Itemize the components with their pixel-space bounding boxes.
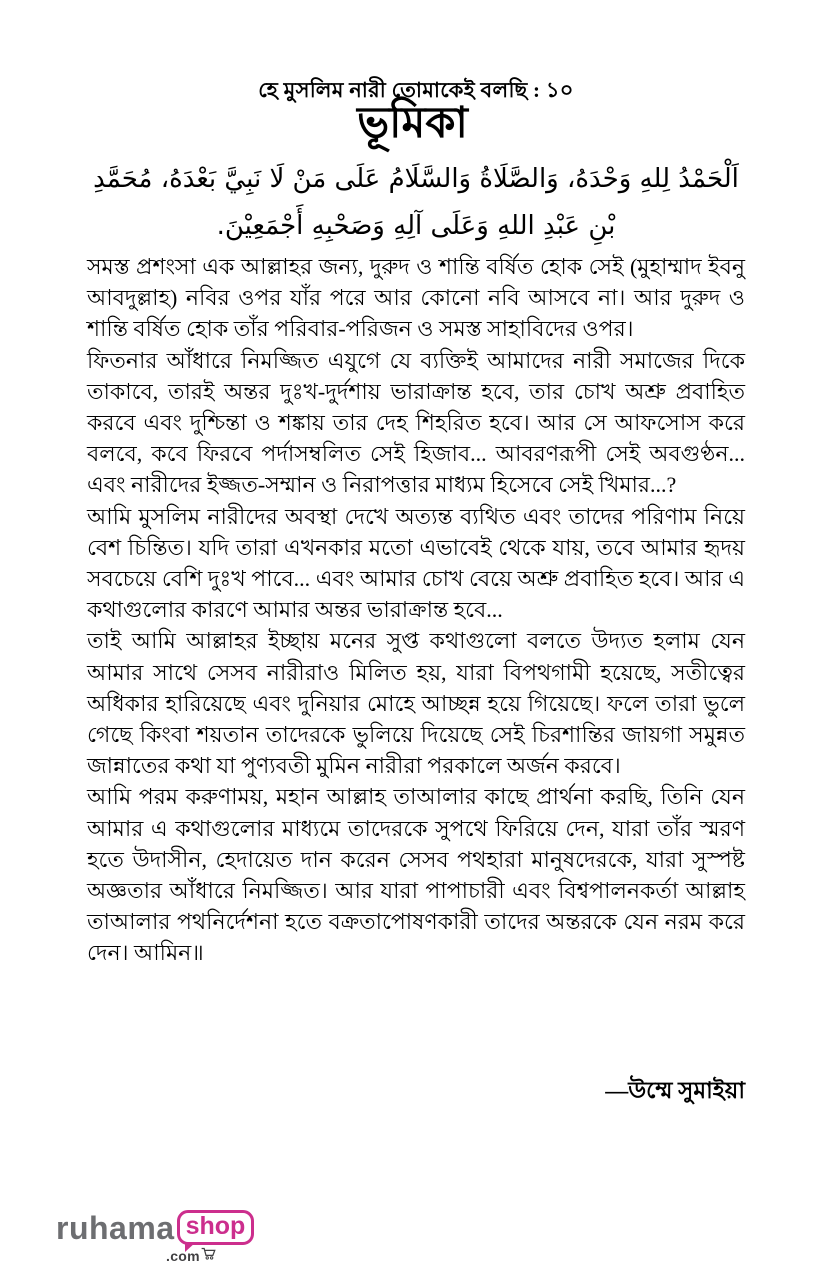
- logo-domain-text: .com: [166, 1248, 200, 1264]
- logo-brand-shop: shop: [185, 1212, 246, 1240]
- logo-domain-row: [166, 1247, 216, 1265]
- paragraph: সমস্ত প্রশংসা এক আল্লাহর জন্য, দুরুদ ও শান্তি বর্ষিত হোক সেই (মুহাম্মাদ ইবনু আবদুল্লাহ) নবির ওপর যাঁর পরে আর কোনো নবি আসবে না। আর দুরুদ ও শান্তি বর্ষিত হোক তাঁর পরিবার-পরিজন ও সমস্ত সাহাবিদের ওপর।: [87, 254, 745, 342]
- paragraph: তাই আমি আল্লাহর ইচ্ছায় মনের সুপ্ত কথাগুলো বলতে উদ্যত হলাম যেন আমার সাথে সেসব নারীরাও মিলিত হয়, যারা বিপথগামী হয়েছে, সতীত্বের অধিকার হারিয়েছে এবং দুনিয়ার মোহে আচ্ছন্ন হয়ে গিয়েছে। ফলে তারা ভুলে গেছে কিংবা শয়তান তাদেরকে ভুলিয়ে দিয়েছে সেই চিরশান্তির জায়গা সমুন্নত জান্নাতের কথা যা পুণ্যবতী মুমিন নারীরা পরকালে অর্জন করবে।: [87, 628, 745, 779]
- shopping-cart-icon: [201, 1247, 216, 1265]
- paragraph: আমি পরম করুণাময়, মহান আল্লাহ তাআলার কাছে প্রার্থনা করছি, তিনি যেন আমার এ কথাগুলোর মাধ্যমে তাদেরকে সুপথে ফিরিয়ে দেন, যারা তাঁর স্মরণ হতে উদাসীন, হেদায়েত দান করেন সেসব পথহারা মানুষদেরকে, যারা সুস্পষ্ট অজ্ঞতার আঁধারে নিমজ্জিত। আর যারা পাপাচারী এবং বিশ্বপালনকর্তা আল্লাহ তাআলার পথনির্দেশনা হতে বক্রতাপোষণকারী তাদের অন্তরকে যেন নরম করে দেন। আমিন॥: [87, 784, 745, 966]
- logo-brand-ruhama: ruhama: [56, 1209, 175, 1246]
- paragraph: আমি মুসলিম নারীদের অবস্থা দেখে অত্যন্ত ব্যথিত এবং তাদের পরিণাম নিয়ে বেশ চিন্তিত। যদি তারা এখনকার মতো এভাবেই থেকে যায়, তবে আমার হৃদয় সবচেয়ে বেশি দুঃখ পাবে... এবং আমার চোখ বেয়ে অশ্রু প্রবাহিত হবে। আর এ কথাগুলোর কারণে আমার অন্তর ভারাক্রান্ত হবে...: [87, 503, 745, 623]
- publisher-logo: [56, 1210, 246, 1268]
- arabic-invocation: اَلْحَمْدُ لِلهِ وَحْدَهُ، وَالصَّلَاةُ وَالسَّلَامُ عَلَى مَنْ لَا نَبِيَّ بَعْدَهُ، مُحَمَّدِ بْنِ عَبْدِ اللهِ وَعَلَى آلِهِ وَصَحْبِهِ أَجْمَعِيْنَ.: [93, 164, 739, 241]
- body-text: [87, 251, 745, 969]
- paragraph: ফিতনার আঁধারে নিমজ্জিত এযুগে যে ব্যক্তিই আমাদের নারী সমাজের দিকে তাকাবে, তারই অন্তর দুঃখ-দুর্দশায় ভারাক্রান্ত হবে, তার চোখ অশ্রু প্রবাহিত করবে এবং দুশ্চিন্তা ও শঙ্কায় তার দেহ শিহরিত হবে। আর সে আফসোস করে বলবে, কবে ফিরবে পর্দাসম্বলিত সেই হিজাব... আবরণরূপী সেই অবগুণ্ঠন... এবং নারীদের ইজ্জত-সম্মান ও নিরাপত্তার মাধ্যম হিসেবে সেই খিমার...?: [87, 347, 745, 498]
- logo-wordmark: [56, 1210, 246, 1245]
- running-header: হে মুসলিম নারী তোমাকেই বলছি : ১০: [258, 78, 574, 102]
- chapter-title: ভূমিকা: [357, 100, 468, 147]
- author-signature: —উম্মে সুমাইয়া: [605, 1078, 745, 1103]
- logo-speech-bubble: [177, 1210, 255, 1245]
